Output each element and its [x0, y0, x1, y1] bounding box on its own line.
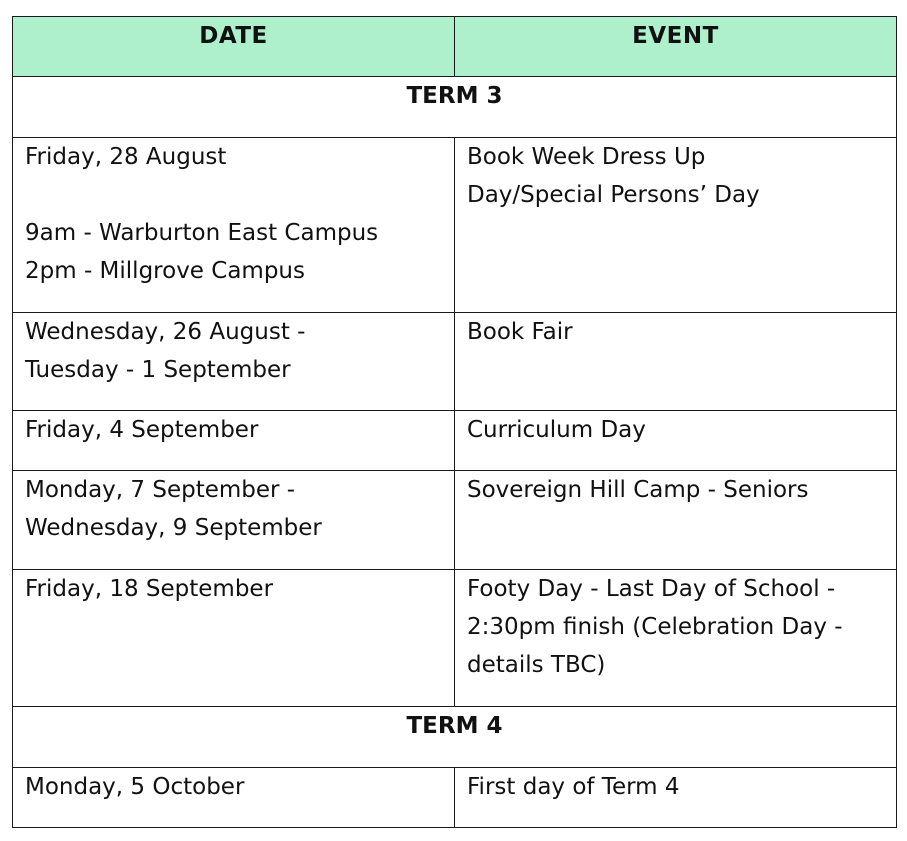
blank-line — [25, 176, 442, 214]
date-column-header: DATE — [13, 17, 455, 77]
date-cell — [13, 471, 455, 570]
date-cell — [13, 138, 455, 313]
event-line: Sovereign Hill Camp - Seniors — [467, 477, 809, 503]
term-3-heading: TERM 3 — [13, 77, 897, 138]
table-row — [13, 138, 897, 313]
event-cell — [455, 570, 897, 707]
date-line: Monday, 7 September - — [25, 477, 296, 503]
date-line: Monday, 5 October — [25, 774, 245, 800]
event-cell — [455, 138, 897, 313]
event-line: Day/Special Persons’ Day — [467, 182, 760, 208]
event-line: First day of Term 4 — [467, 774, 680, 800]
event-line: details TBC) — [467, 652, 606, 678]
date-line: Friday, 18 September — [25, 576, 274, 602]
date-cell — [13, 313, 455, 411]
event-line: Footy Day - Last Day of School - — [467, 576, 836, 602]
table-row — [13, 471, 897, 570]
event-cell — [455, 313, 897, 411]
event-line: 2:30pm finish (Celebration Day - — [467, 614, 843, 640]
date-line: Wednesday, 9 September — [25, 515, 322, 541]
header-row — [13, 17, 897, 77]
event-line: Book Week Dress Up — [467, 144, 706, 170]
date-line: Tuesday - 1 September — [25, 357, 291, 383]
events-table — [12, 16, 897, 828]
date-line: Friday, 4 September — [25, 417, 259, 443]
event-column-header: EVENT — [455, 17, 897, 77]
term-4-heading: TERM 4 — [13, 707, 897, 768]
table-row — [13, 313, 897, 411]
date-cell — [13, 570, 455, 707]
date-line: 2pm - Millgrove Campus — [25, 258, 305, 284]
event-line: Curriculum Day — [467, 417, 646, 443]
event-line: Book Fair — [467, 319, 573, 345]
table-row — [13, 570, 897, 707]
date-cell — [13, 411, 455, 471]
event-cell — [455, 411, 897, 471]
date-line: Wednesday, 26 August - — [25, 319, 306, 345]
table-row — [13, 768, 897, 828]
term-row — [13, 707, 897, 768]
date-line: 9am - Warburton East Campus — [25, 220, 379, 246]
date-cell — [13, 768, 455, 828]
date-line: Friday, 28 August — [25, 144, 227, 170]
term-row — [13, 77, 897, 138]
table-row — [13, 411, 897, 471]
event-cell — [455, 471, 897, 570]
event-cell — [455, 768, 897, 828]
